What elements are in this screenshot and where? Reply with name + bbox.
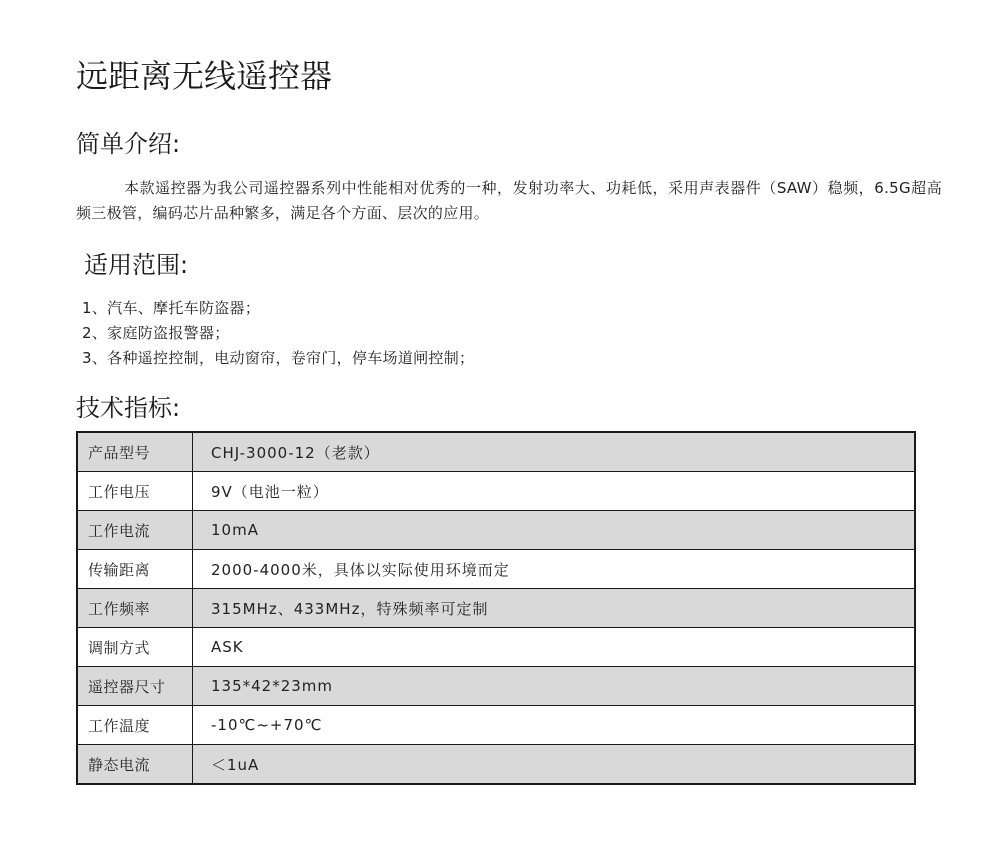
spec-value: 2000-4000米，具体以实际使用环境而定 bbox=[193, 550, 916, 589]
spec-heading: 技术指标: bbox=[76, 394, 181, 422]
table-row bbox=[77, 472, 915, 511]
spec-label: 工作电流 bbox=[77, 511, 193, 550]
spec-label: 传输距离 bbox=[77, 550, 193, 589]
spec-value: -10℃~+70℃ bbox=[193, 706, 916, 745]
intro-paragraph: 本款遥控器为我公司遥控器系列中性能相对优秀的一种，发射功率大、功耗低，采用声表器件（SAW）稳频，6.5G超高频三极管，编码芯片品种繁多，满足各个方面、层次的应用。 bbox=[76, 179, 942, 222]
spec-value: 9V（电池一粒） bbox=[193, 472, 916, 511]
table-row bbox=[77, 628, 915, 667]
intro-heading: 简单介绍: bbox=[76, 130, 181, 158]
spec-table bbox=[76, 431, 916, 785]
spec-label: 工作电压 bbox=[77, 472, 193, 511]
table-row bbox=[77, 706, 915, 745]
spec-value: 135*42*23mm bbox=[193, 667, 916, 706]
page-title: 远距离无线遥控器 bbox=[76, 57, 333, 95]
scope-item: 2、家庭防盗报警器； bbox=[82, 324, 230, 342]
table-row bbox=[77, 550, 915, 589]
spec-label: 产品型号 bbox=[77, 432, 193, 472]
scope-item: 3、各种遥控控制，电动窗帘，卷帘门，停车场道闸控制； bbox=[82, 349, 475, 367]
table-row bbox=[77, 432, 915, 472]
spec-value: 315MHz、433MHz，特殊频率可定制 bbox=[193, 589, 916, 628]
table-row bbox=[77, 511, 915, 550]
spec-label: 静态电流 bbox=[77, 745, 193, 785]
spec-label: 遥控器尺寸 bbox=[77, 667, 193, 706]
table-row bbox=[77, 589, 915, 628]
spec-value: ＜1uA bbox=[193, 745, 916, 785]
scope-list bbox=[82, 296, 474, 371]
scope-item: 1、汽车、摩托车防盗器； bbox=[82, 299, 261, 317]
scope-heading: 适用范围: bbox=[84, 251, 189, 279]
table-row bbox=[77, 745, 915, 785]
spec-value: CHJ-3000-12（老款） bbox=[193, 432, 916, 472]
spec-label: 调制方式 bbox=[77, 628, 193, 667]
spec-label: 工作温度 bbox=[77, 706, 193, 745]
spec-value: 10mA bbox=[193, 511, 916, 550]
table-row bbox=[77, 667, 915, 706]
spec-label: 工作频率 bbox=[77, 589, 193, 628]
spec-value: ASK bbox=[193, 628, 916, 667]
